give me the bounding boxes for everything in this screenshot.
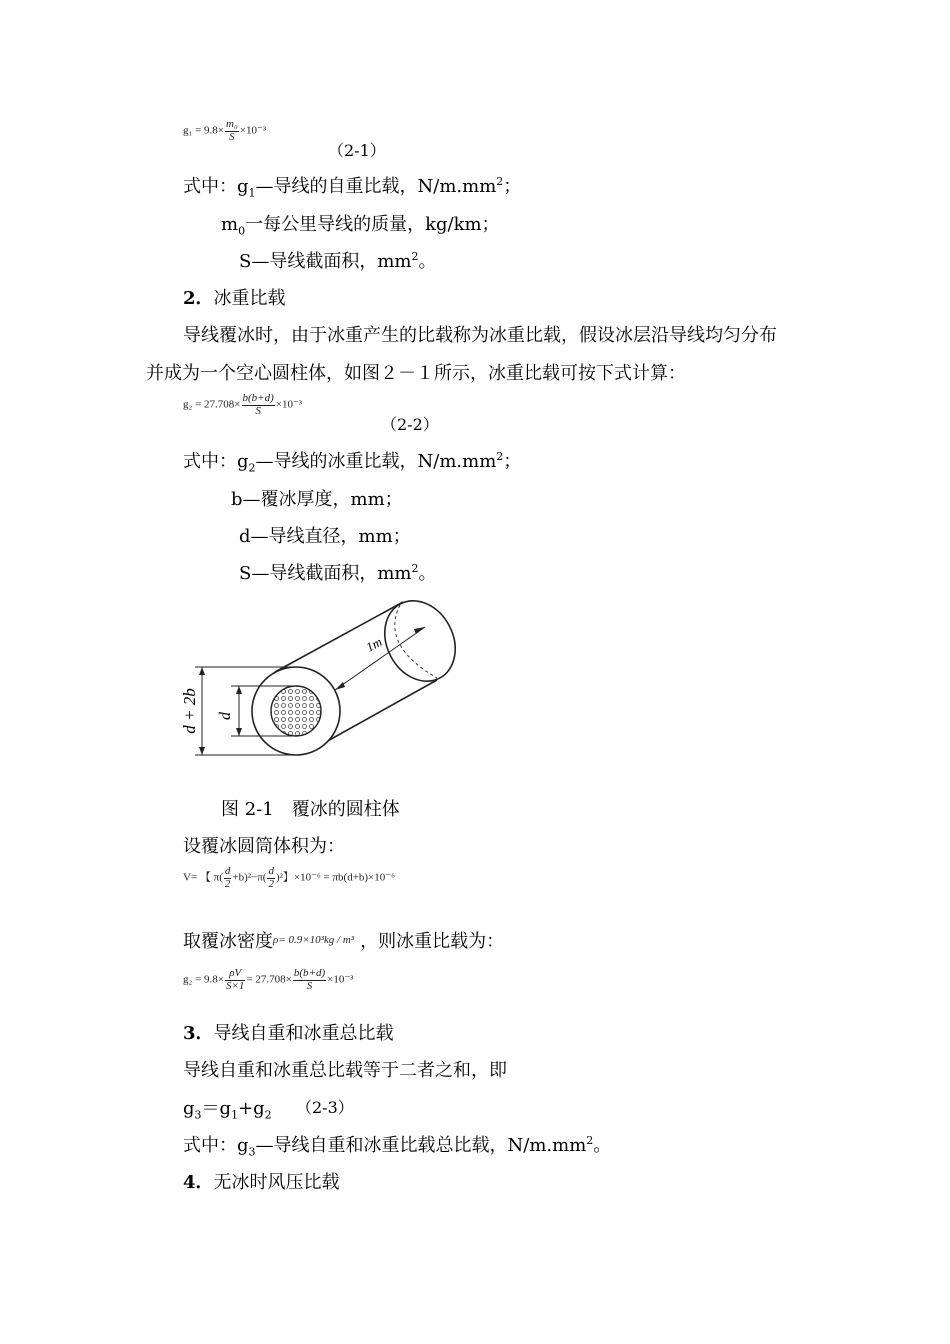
- section-number: 4．: [183, 1172, 214, 1193]
- paragraph: 导线自重和冰重总比载等于二者之和，即: [183, 1060, 507, 1081]
- fraction: [225, 119, 239, 143]
- superscript: 2: [586, 1134, 594, 1147]
- formula-g2-derivation: [183, 968, 353, 992]
- symbol: g: [237, 451, 249, 472]
- definition-text: —导线的自重比载，N/m.mm: [255, 176, 497, 197]
- formula-text: g₁ = 9.8×: [183, 124, 224, 137]
- formula-text: V= 【 π(: [183, 871, 223, 884]
- definition-text: S—导线截面积，mm: [239, 563, 412, 584]
- symbol: m: [221, 214, 239, 235]
- arrowhead: [335, 682, 345, 690]
- symbol: g: [237, 176, 249, 197]
- fraction-denominator: 2: [224, 877, 231, 890]
- formula-text: +b)²−π(: [232, 871, 267, 884]
- definition-text: —导线自重和冰重比载总比载，N/m.mm: [255, 1135, 587, 1156]
- formula-2-2: [183, 393, 302, 417]
- arrowhead: [236, 686, 242, 694]
- definition-g2: [183, 447, 521, 475]
- superscript: 2: [496, 450, 504, 463]
- fraction-denominator: S: [306, 979, 313, 992]
- fraction: [225, 968, 245, 992]
- definition-g1: [183, 172, 521, 200]
- paragraph-density: [183, 927, 504, 953]
- formula-text: )²】×10⁻⁶ = πb(d+b)×10⁻⁶: [275, 871, 395, 884]
- definition-text: —导线的冰重比载，N/m.mm: [255, 451, 497, 472]
- definition-prefix: 式中：: [183, 176, 237, 197]
- subscript: 3: [194, 1108, 202, 1122]
- equation-number-2-3: （2-3）: [296, 1098, 354, 1117]
- section-number: 2．: [183, 288, 214, 309]
- formula-text: ×10⁻³: [239, 124, 267, 137]
- fraction-denominator: S: [229, 130, 235, 143]
- arrowhead: [199, 667, 205, 675]
- superscript: 2: [411, 250, 419, 263]
- definition-s: [239, 559, 436, 585]
- punctuation: 。: [418, 563, 437, 584]
- ice-cylinder-figure: [175, 590, 470, 765]
- arrowhead: [236, 728, 242, 736]
- section-heading-2: [183, 284, 286, 310]
- arrowhead: [199, 747, 205, 755]
- conductor-circle: [271, 686, 321, 736]
- paragraph: 设覆冰圆筒体积为：: [183, 836, 345, 857]
- subscript: 2: [248, 461, 256, 475]
- equation-number-2-2: （2-2）: [381, 415, 439, 434]
- fraction-numerator: d: [224, 865, 231, 877]
- fraction-denominator: S×1: [226, 979, 245, 992]
- definition-m0: [221, 210, 500, 238]
- formula-text: ×10⁻³: [327, 973, 354, 986]
- fraction-numerator: m₀: [226, 118, 238, 130]
- section-heading-4: [183, 1168, 340, 1194]
- definition-prefix: 式中：: [183, 1135, 237, 1156]
- formula-text: +g: [238, 1098, 265, 1119]
- formula-2-1: [183, 119, 266, 143]
- fraction-numerator: d: [268, 865, 274, 877]
- superscript: 2: [496, 175, 504, 188]
- density-formula: ρ= 0.9×10³kg / m³: [273, 934, 355, 946]
- superscript: 2: [411, 562, 419, 575]
- subscript: 1: [248, 186, 256, 200]
- fraction-denominator: 2: [268, 877, 274, 890]
- figure-caption: 图 2-1 覆冰的圆柱体: [221, 799, 400, 820]
- formula-text: = 27.708×: [246, 973, 292, 986]
- definition-s: [239, 247, 436, 273]
- definition-d: d—导线直径，mm；: [239, 526, 411, 547]
- definition-prefix: 式中：: [183, 451, 237, 472]
- fraction: [224, 866, 232, 890]
- formula-volume: [183, 866, 395, 890]
- fraction-numerator: b(b+d): [293, 967, 326, 979]
- formula-2-3: [183, 1094, 272, 1122]
- far-end-outline: [371, 590, 469, 694]
- fraction-numerator: ρV: [225, 968, 245, 981]
- definition-text: 一每公里导线的质量，kg/km；: [245, 214, 500, 235]
- fraction-numerator: b(b+d): [242, 392, 274, 404]
- fraction: [267, 866, 275, 890]
- section-title: 导线自重和冰重总比载: [213, 1023, 394, 1044]
- formula-text: g₂ = 27.708×: [183, 398, 241, 411]
- section-title: 冰重比载: [213, 288, 286, 309]
- equation-number-2-1: （2-1）: [328, 141, 386, 160]
- formula-text: g₂ = 9.8×: [183, 973, 224, 986]
- symbol: g: [183, 1098, 195, 1119]
- cylinder-top-edge: [275, 602, 403, 672]
- formula-text: ×10⁻³: [275, 398, 303, 411]
- section-heading-3: [183, 1019, 394, 1045]
- definition-b: b—覆冰厚度，mm；: [231, 489, 403, 510]
- fraction-denominator: S: [255, 404, 261, 417]
- punctuation: ；: [503, 176, 522, 197]
- section-number: 3．: [183, 1023, 214, 1044]
- length-label: 1m: [363, 633, 385, 655]
- symbol: g: [237, 1135, 249, 1156]
- subscript: 2: [264, 1108, 272, 1122]
- section-title: 无冰时风压比载: [213, 1172, 340, 1193]
- fraction: [242, 393, 275, 417]
- definition-text: S—导线截面积，mm: [239, 251, 412, 272]
- paragraph-text: 取覆冰密度: [183, 931, 273, 952]
- punctuation: 。: [593, 1135, 612, 1156]
- d2b-label: d + 2b: [180, 688, 199, 734]
- fraction: [293, 968, 326, 992]
- punctuation: 。: [418, 251, 437, 272]
- paragraph-text: ，则冰重比载为：: [360, 931, 505, 952]
- punctuation: ；: [503, 451, 522, 472]
- subscript: 1: [231, 1108, 239, 1122]
- paragraph-line: 并成为一个空心圆柱体，如图２－１所示，冰重比载可按下式计算：: [146, 363, 686, 384]
- definition-g3: [183, 1131, 611, 1159]
- subscript: 3: [248, 1145, 256, 1159]
- formula-text: ＝g: [201, 1098, 232, 1119]
- paragraph-line: 导线覆冰时，由于冰重产生的比载称为冰重比载，假设冰层沿导线均匀分布: [183, 325, 777, 346]
- d-label: d: [217, 712, 234, 720]
- subscript: 0: [238, 224, 246, 238]
